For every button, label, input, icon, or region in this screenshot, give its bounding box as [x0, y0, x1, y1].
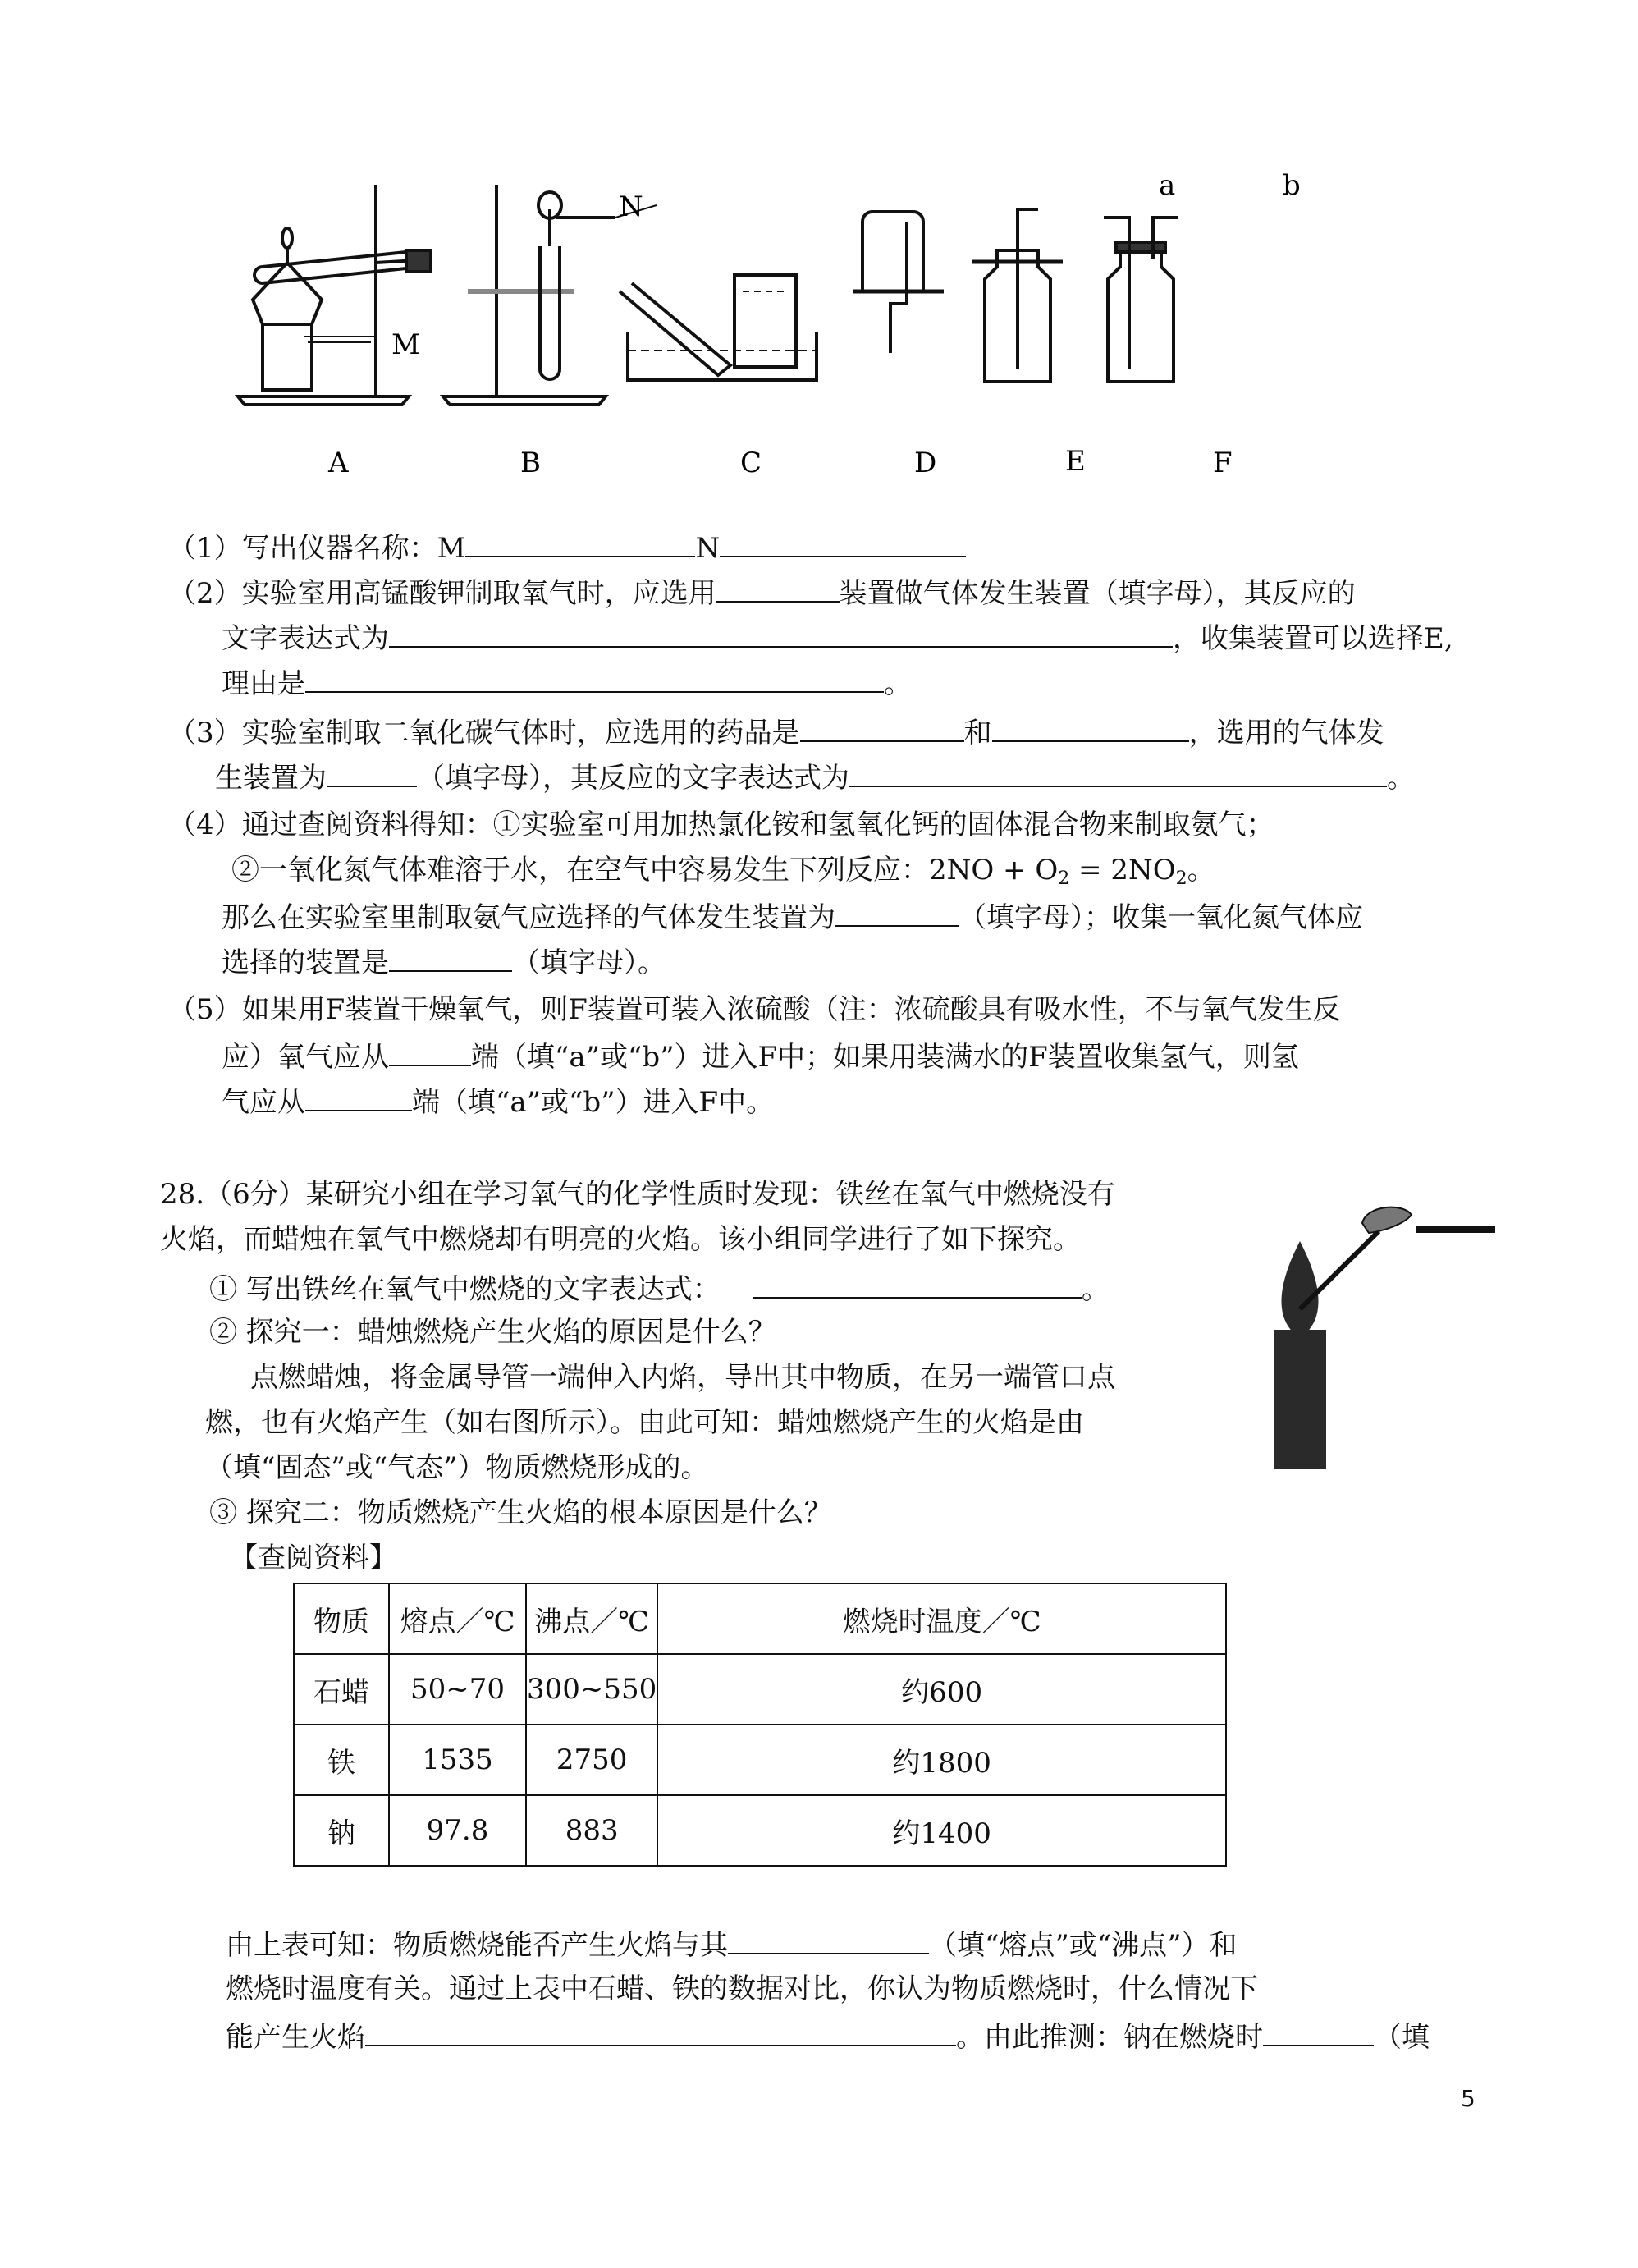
table-cell: 约1800 [657, 1725, 1226, 1795]
q27-part5-line3: 气应从 端（填“a”或“b”）进入F中。 [222, 1084, 774, 1119]
q28-line4: ② 探究一：蜡烛燃烧产生火焰的原因是什么？ [209, 1316, 776, 1349]
blank-nh3-generator[interactable] [835, 899, 959, 927]
table-cell: 约600 [657, 1654, 1226, 1725]
blank-reagent1[interactable] [800, 714, 964, 742]
blank-co2-generator[interactable] [327, 759, 417, 787]
q28-conclusion-line2: 燃烧时温度有关。通过上表中石蜡、铁的数据对比，你认为物质燃烧时，什么情况下 [226, 1972, 1258, 2005]
label-apparatus-d: D [914, 447, 937, 479]
apparatus-figure [230, 160, 1321, 505]
table-cell: 97.8 [389, 1795, 526, 1866]
q27-part4-line3: 那么在实验室里制取氨气应选择的气体发生装置为 （填字母）；收集一氧化氮气体应 [222, 899, 1363, 934]
blank-melting-boiling[interactable] [728, 1927, 929, 1954]
blank-generator[interactable] [716, 575, 840, 603]
blank-sodium-flame[interactable] [1263, 2018, 1374, 2046]
table-cell: 300~550 [526, 1654, 657, 1725]
table-cell: 钠 [294, 1795, 389, 1866]
q27-part3-line2: 生装置为 （填字母），其反应的文字表达式为 。 [215, 759, 1415, 795]
table-cell: 约1400 [657, 1795, 1226, 1866]
q27-part4-line4: 选择的装置是 （填字母）。 [222, 944, 666, 979]
q28-line2: 火焰，而蜡烛在氧气中燃烧却有明亮的火焰。该小组同学进行了如下探究。 [160, 1223, 1081, 1256]
q28-line6: 燃，也有火焰产生（如右图所示）。由此可知：蜡烛燃烧产生的火焰是由 [205, 1406, 1084, 1439]
table-header: 燃烧时温度／℃ [657, 1583, 1226, 1654]
q27-part5-line2: 应）氧气应从 端（填“a”或“b”）进入F中；如果用装满水的F装置收集氢气，则氢 [222, 1038, 1299, 1074]
table-row [294, 1725, 1226, 1795]
table-header-row [294, 1583, 1226, 1654]
label-m: M [391, 328, 420, 361]
label-a: a [1159, 169, 1176, 202]
table-cell: 50~70 [389, 1654, 526, 1725]
label-b: b [1283, 169, 1301, 202]
q28-line9: 【查阅资料】 [230, 1542, 397, 1574]
table-header: 熔点／℃ [389, 1583, 526, 1654]
q28-line1: 28.（6分）某研究小组在学习氧气的化学性质时发现：铁丝在氧气中燃烧没有 [160, 1178, 1115, 1211]
q28-conclusion-line1: 由上表可知：物质燃烧能否产生火焰与其 （填“熔点”或“沸点”）和 [226, 1927, 1238, 1962]
table-cell: 1535 [389, 1725, 526, 1795]
table-header: 沸点／℃ [526, 1583, 657, 1654]
q27-part4-line2: ②一氧化氮气体难溶于水，在空气中容易发生下列反应：$2NO + O_2 = 2NO_2$。 [231, 854, 1215, 889]
blank-n[interactable] [720, 529, 966, 557]
q28-conclusion-line3: 能产生火焰 。由此推测：钠在燃烧时 （填 [226, 2018, 1430, 2054]
label-apparatus-e: E [1065, 445, 1086, 478]
table-cell: 石蜡 [294, 1654, 389, 1725]
table-cell: 883 [526, 1795, 657, 1866]
table-cell: 铁 [294, 1725, 389, 1795]
data-table [293, 1583, 1227, 1867]
q27-part4-line1: （4）通过查阅资料得知：①实验室可用加热氯化铵和氢氧化钙的固体混合物来制取氨气； [168, 809, 1274, 841]
table-row [294, 1795, 1226, 1866]
label-n: N [619, 190, 643, 223]
q27-part2-line3: 理由是 。 [222, 665, 912, 700]
q27-part1: （1）写出仪器名称：M N [168, 529, 966, 565]
blank-reagent2[interactable] [992, 714, 1189, 742]
label-apparatus-c: C [740, 447, 762, 479]
page-number: 5 [1461, 2085, 1476, 2112]
q27-part5-line1: （5）如果用F装置干燥氧气，则F装置可装入浓硫酸（注：浓硫酸具有吸水性，不与氧气发生反 [168, 993, 1341, 1026]
q28-line8: ③ 探究二：物质燃烧产生火焰的根本原因是什么？ [209, 1496, 832, 1529]
blank-reason[interactable] [305, 665, 884, 693]
blank-co2-expression[interactable] [849, 759, 1387, 787]
blank-hydrogen-inlet[interactable] [305, 1084, 412, 1111]
q28-line7: （填“固态”或“气态”）物质燃烧形成的。 [205, 1451, 709, 1484]
table-header: 物质 [294, 1583, 389, 1654]
blank-iron-expression[interactable] [753, 1271, 1082, 1299]
table-cell: 2750 [526, 1725, 657, 1795]
table-row [294, 1654, 1226, 1725]
label-apparatus-a: A [328, 447, 349, 479]
candle-figure [1256, 1198, 1518, 1478]
q28-line3: ① 写出铁丝在氧气中燃烧的文字表达式： 。 [209, 1271, 1110, 1306]
blank-m[interactable] [465, 529, 695, 557]
q28-line5: 点燃蜡烛，将金属导管一端伸入内焰，导出其中物质，在另一端管口点 [250, 1361, 1115, 1394]
label-apparatus-b: B [520, 447, 541, 479]
blank-flame-condition[interactable] [365, 2018, 956, 2046]
blank-expression[interactable] [389, 620, 1173, 648]
q27-part2-line1: （2）实验室用高锰酸钾制取氧气时，应选用 装置做气体发生装置（填字母），其反应的 [168, 575, 1356, 610]
blank-oxygen-inlet[interactable] [389, 1038, 471, 1066]
blank-no-collector[interactable] [389, 944, 512, 972]
label-apparatus-f: F [1213, 447, 1233, 479]
q27-part2-line2: 文字表达式为 ，收集装置可以选择E, [222, 620, 1453, 655]
q27-part3-line1: （3）实验室制取二氧化碳气体时，应选用的药品是 和 ，选用的气体发 [168, 714, 1384, 749]
